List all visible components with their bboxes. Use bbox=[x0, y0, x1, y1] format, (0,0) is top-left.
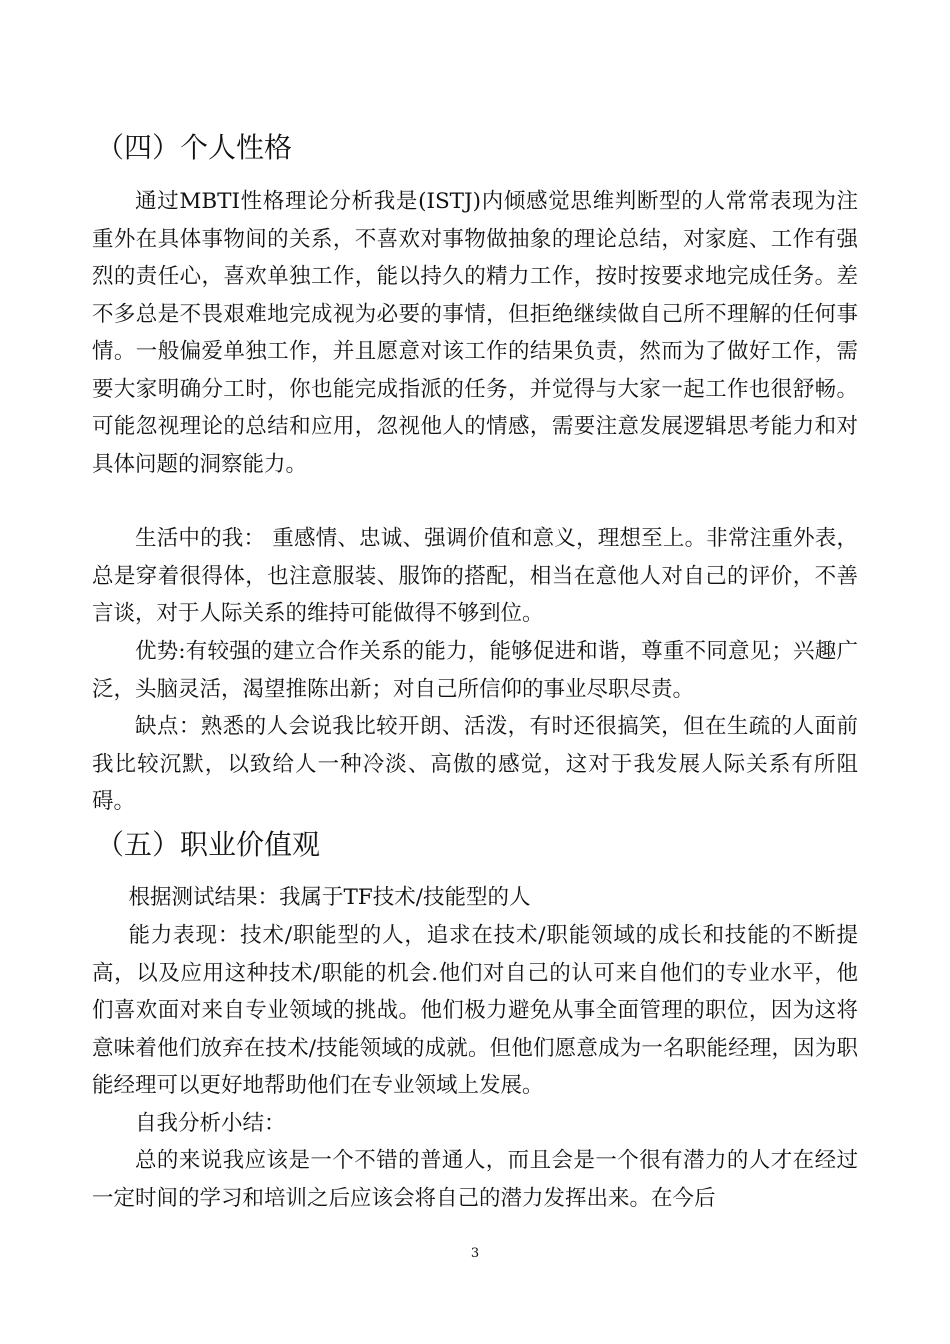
section-heading-personality: （四）个人性格 bbox=[96, 131, 293, 164]
paragraph-weaknesses: 缺点：熟悉的人会说我比较开朗、活泼，有时还很搞笑，但在生疏的人面前我比较沉默，以致给人一种冷淡、高傲的感觉，这对于我发展人际关系有所阻碍。 bbox=[92, 714, 858, 814]
section-heading-career-values: （五）职业价值观 bbox=[96, 828, 321, 861]
paragraph-summary: 总的来说我应该是一个不错的普通人，而且会是一个很有潜力的人才在经过一定时间的学习和培训之后应该会将自己的潜力发挥出来。在今后 bbox=[92, 1148, 858, 1211]
paragraph-ability: 能力表现：技术/职能型的人，追求在技术/职能领域的成长和技能的不断提高，以及应用这种技术/职能的机会.他们对自己的认可来自他们的专业水平，他们喜欢面对来自专业领域的挑战。他们极力避免从事全面管理的职位，因为这将意味着他们放弃在技术/技能领域的成就。但他们愿意成为一名职能经理，因为职能经理可以更好地帮助他们在专业领域上发展。 bbox=[92, 923, 858, 1098]
paragraph-mbti-analysis: 通过MBTI性格理论分析我是(ISTJ)内倾感觉思维判断型的人常常表现为注重外在具体事物间的关系，不喜欢对事物做抽象的理论总结，对家庭、工作有强烈的责任心，喜欢单独工作，能以持久的精力工作，按时按要求地完成任务。差不多总是不畏艰难地完成视为必要的事情，但拒绝继续做自己所不理解的任何事情。一般偏爱单独工作，并且愿意对该工作的结果负责，然而为了做好工作，需要大家明确分工时，你也能完成指派的任务，并觉得与大家一起工作也很舒畅。可能忽视理论的总结和应用，忽视他人的情感，需要注意发展逻辑思考能力和对具体问题的洞察能力。 bbox=[92, 189, 858, 477]
paragraph-test-result: 根据测试结果：我属于TF技术/技能型的人 bbox=[128, 885, 531, 910]
paragraph-life-self: 生活中的我： 重感情、忠诚、强调价值和意义，理想至上。非常注重外表，总是穿着很得体，也注意服装、服饰的搭配，相当在意他人对自己的评价，不善言谈，对于人际关系的维持可能做得不够到位。 bbox=[92, 526, 858, 626]
paragraph-strengths: 优势:有较强的建立合作关系的能力，能够促进和谐，尊重不同意见；兴趣广泛，头脑灵活，渴望推陈出新；对自己所信仰的事业尽职尽责。 bbox=[92, 639, 858, 702]
paragraph-summary-title: 自我分析小结： bbox=[135, 1111, 286, 1136]
page-number: 3 bbox=[470, 1246, 480, 1261]
